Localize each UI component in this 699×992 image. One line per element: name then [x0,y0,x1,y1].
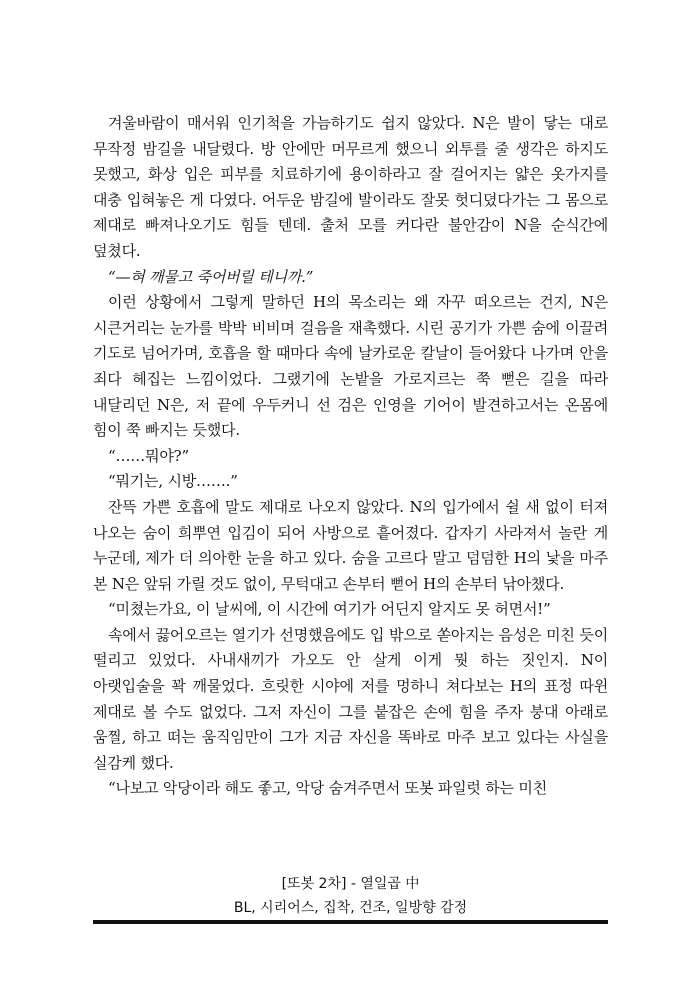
paragraph: 속에서 끓어오르는 열기가 선명했음에도 입 밖으로 쏟아지는 음성은 미친 듯이 떨리고 있었다. 사내새끼가 가오도 안 살게 이게 뭣 하는 짓인지. N이 아랫입술을 꽉 깨물었다. 흐릿한 시야에 저를 멍하니 쳐다보는 H의 표정 따윈 제대로 볼 수도 없었다. 그저 자신이 그를 붙잡은 손에 힘을 주자 붕대 아래로 움찔, 하고 떠는 움직임만이 그가 지금 자신을 똑바로 마주 보고 있다는 사실을 실감케 했다. [93,625,608,772]
paragraph: “……뭐야?” [108,446,189,465]
paragraph: 이런 상황에서 그렇게 말하던 H의 목소리는 왜 자꾸 떠오르는 건지, N은 시큰거리는 눈가를 박박 비비며 걸음을 재촉했다. 시린 공기가 가쁜 숨에 이끌려 기도로 넘어가며, 호흡을 할 때마다 속에 날카로운 칼날이 들어왔다 나가며 안을 죄다 헤집는 느낌이었다. 그랬기에 논밭을 가로지르는 쭉 뻗은 길을 따라 내달리던 N은, 저 끝에 우두커니 선 검은 인영을 기어이 발견하고서는 온몸에 힘이 쭉 빠지는 듯했다. [93,293,608,440]
footer-divider [93,920,608,924]
footer-title: [또봇 2차] - 열일곱 中 [281,876,420,892]
paragraph: “—혀 깨물고 죽어버릴 테니까.” [108,267,314,286]
body-text [93,111,608,802]
paragraph: “나보고 악당이라 해도 좋고, 악당 숨겨주면서 또봇 파일럿 하는 미친 [108,779,547,798]
paragraph: “미쳤는가요, 이 날씨에, 이 시간에 여기가 어딘지 알지도 못 허면서!” [108,600,551,619]
paragraph: 잔뜩 가쁜 호흡에 말도 제대로 나오지 않았다. N의 입가에서 쉴 새 없이 터져 나오는 숨이 희뿌연 입김이 되어 사방으로 흩어졌다. 갑자기 사라져서 놀란 게 누군데, 제가 더 의아한 눈을 하고 있다. 숨을 고르다 말고 덤덤한 H의 낯을 마주 본 N은 앞뒤 가릴 것도 없이, 무턱대고 손부터 뻗어 H의 손부터 낚아챘다. [93,497,608,593]
paragraph: “뭐기는, 시방…….” [108,472,238,491]
footer-tags: BL, 시리어스, 집착, 건조, 일방향 감정 [233,900,468,916]
paragraph: 겨울바람이 매서워 인기척을 가늠하기도 쉽지 않았다. N은 발이 닿는 대로 무작정 밤길을 내달렸다. 방 안에만 머무르게 했으니 외투를 줄 생각은 하지도 못했고, 화상 입은 피부를 치료하기에 용이하라고 잘 걸어지는 얇은 옷가지를 대충 입혀놓은 게 다였다. 어두운 밤길에 발이라도 잘못 헛디뎠다가는 그 몸으로 제대로 빠져나오기도 힘들 텐데. 출처 모를 커다란 불안감이 N을 순식간에 덮쳤다. [93,114,608,260]
